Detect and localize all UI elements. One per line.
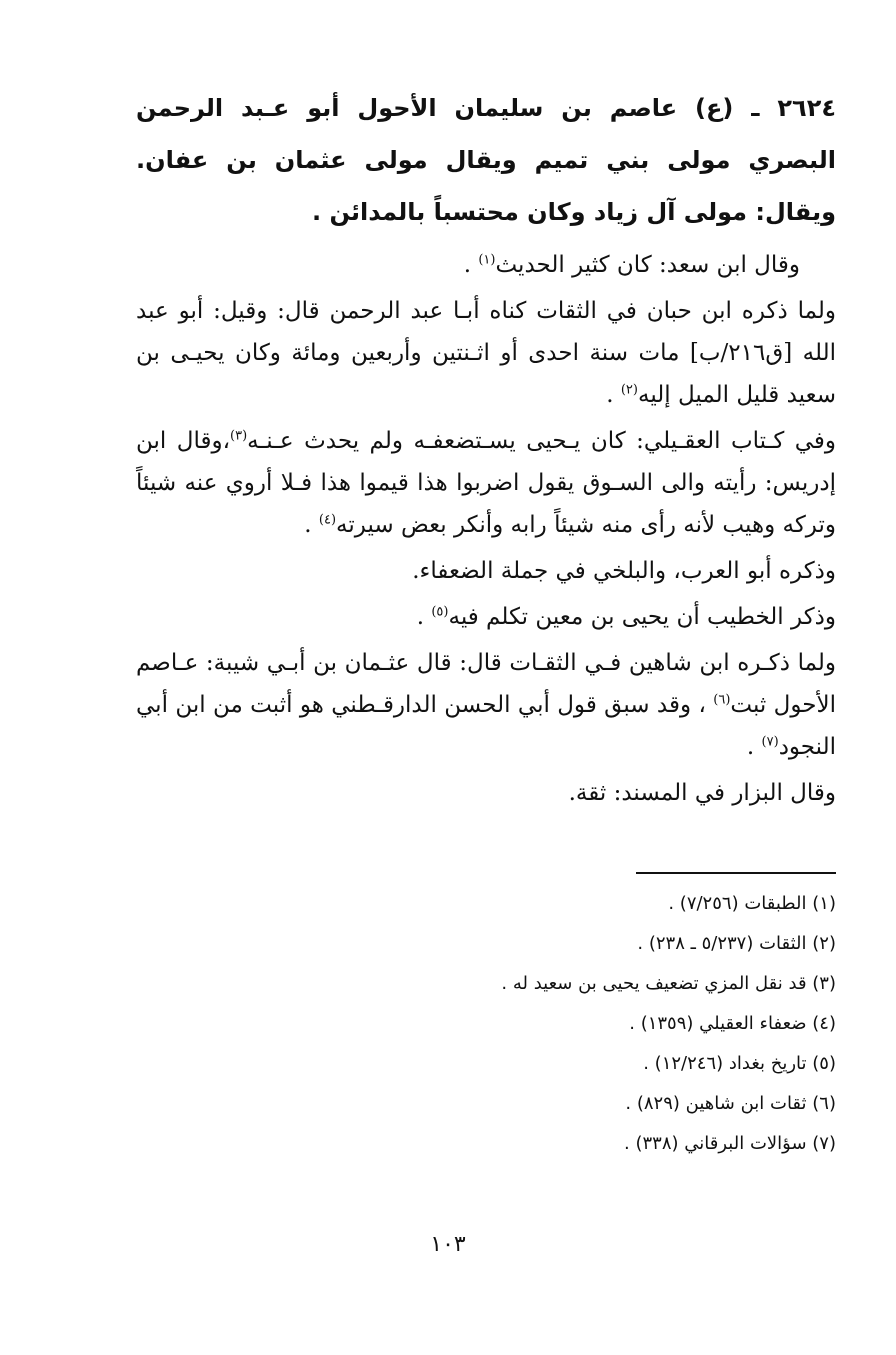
main-text (136, 82, 836, 818)
paragraph-tail: . (463, 252, 479, 278)
paragraph-text: وذكره أبو العرب، والبلخي في جملة الضعفاء. (412, 558, 836, 584)
footnote-marker[interactable]: (٤) (318, 512, 337, 528)
paragraph-text: وقال ابن سعد: كان كثير الحديث (495, 252, 800, 278)
paragraph-ibn-hibban (136, 290, 836, 416)
page-number: ١٠٣ (430, 1232, 466, 1257)
paragraph-tail: . (304, 512, 319, 538)
footnote-item: (٢) الثقات (٥/٢٣٧ ـ ٢٣٨) . (637, 933, 836, 954)
paragraph-abu-alarab (136, 550, 836, 592)
paragraph-tail: . (416, 604, 432, 630)
footnote-marker[interactable]: (٦) (713, 692, 731, 708)
paragraph-bazzar (136, 772, 836, 814)
footnote-item: (٥) تاريخ بغداد (١٢/٢٤٦) . (643, 1053, 836, 1074)
footnotes-list (136, 884, 836, 1164)
paragraph-ibn-shahin (136, 642, 836, 768)
footnote-item: (٧) سؤالات البرقاني (٣٣٨) . (624, 1133, 836, 1154)
paragraph-tail: . (606, 382, 621, 408)
footnote-item: (١) الطبقات (٧/٢٥٦) . (668, 893, 836, 914)
paragraph-uqayli (136, 420, 836, 546)
footnote-marker[interactable]: (٥) (431, 604, 449, 620)
paragraph-text: وفي كـتاب العقـيلي: كان يـحيى يسـتضعفـه ولم يحدث عـنـه (247, 428, 837, 454)
paragraph-tail: ،وقال ابن إدريس: رأيته والى السـوق يقول اضربوا هذا قيموا هذا فـلا أروي عنه شيئاً وتركه وهيب لأنه رأى منه شيئاً رابه وأنكر بعض سيرته (136, 428, 836, 538)
paragraph-text: ولما ذكـره ابن شاهين فـي الثقـات قال: قال عثـمان بن أبـي شيبة: عـاصم الأحول ثبت (136, 650, 836, 718)
paragraph-text: وقال البزار في المسند: ثقة. (568, 780, 836, 806)
paragraph-text: وذكر الخطيب أن يحيى بن معين تكلم فيه (448, 604, 836, 630)
footnote-marker[interactable]: (٧) (761, 734, 779, 750)
footnote-item: (٣) قد نقل المزي تضعيف يحيى بن سعيد له . (501, 973, 836, 994)
footnote-separator (636, 872, 836, 874)
entry-heading: ٢٦٢٤ ـ (ع) عاصم بن سليمان الأحول أبو عـبد الرحمن البصري مولى بني تميم ويقال مولى عثمان بن عفان. ويقال: مولى آل زياد وكان محتسباً بالمدائن . (136, 94, 836, 226)
paragraph-ibn-saad (136, 244, 836, 286)
footnote-item: (٦) ثقات ابن شاهين (٨٢٩) . (625, 1093, 836, 1114)
paragraph-khatib (136, 596, 836, 638)
footnote-marker[interactable]: (١) (478, 252, 496, 268)
footnote-item: (٤) ضعفاء العقيلي (١٣٥٩) . (629, 1013, 836, 1034)
paragraph-tail: . (746, 734, 762, 760)
footnote-marker[interactable]: (٢) (620, 382, 638, 398)
paragraph-text: ولما ذكره ابن حبان في الثقات كناه أبـا عبد الرحمن قال: وقيل: أبو عبد الله [ق٢١٦/ب] مات سنة احدى أو اثـنتين وأربعين ومائة وكان يحيـى بن سعيد قليل الميل إليه (136, 298, 836, 408)
footnote-marker[interactable]: (٣) (230, 428, 248, 444)
paragraph-tail: ، وقد سبق قول أبي الحسن الدارقـطني هو أثبت من ابن أبي النجود (136, 692, 836, 760)
